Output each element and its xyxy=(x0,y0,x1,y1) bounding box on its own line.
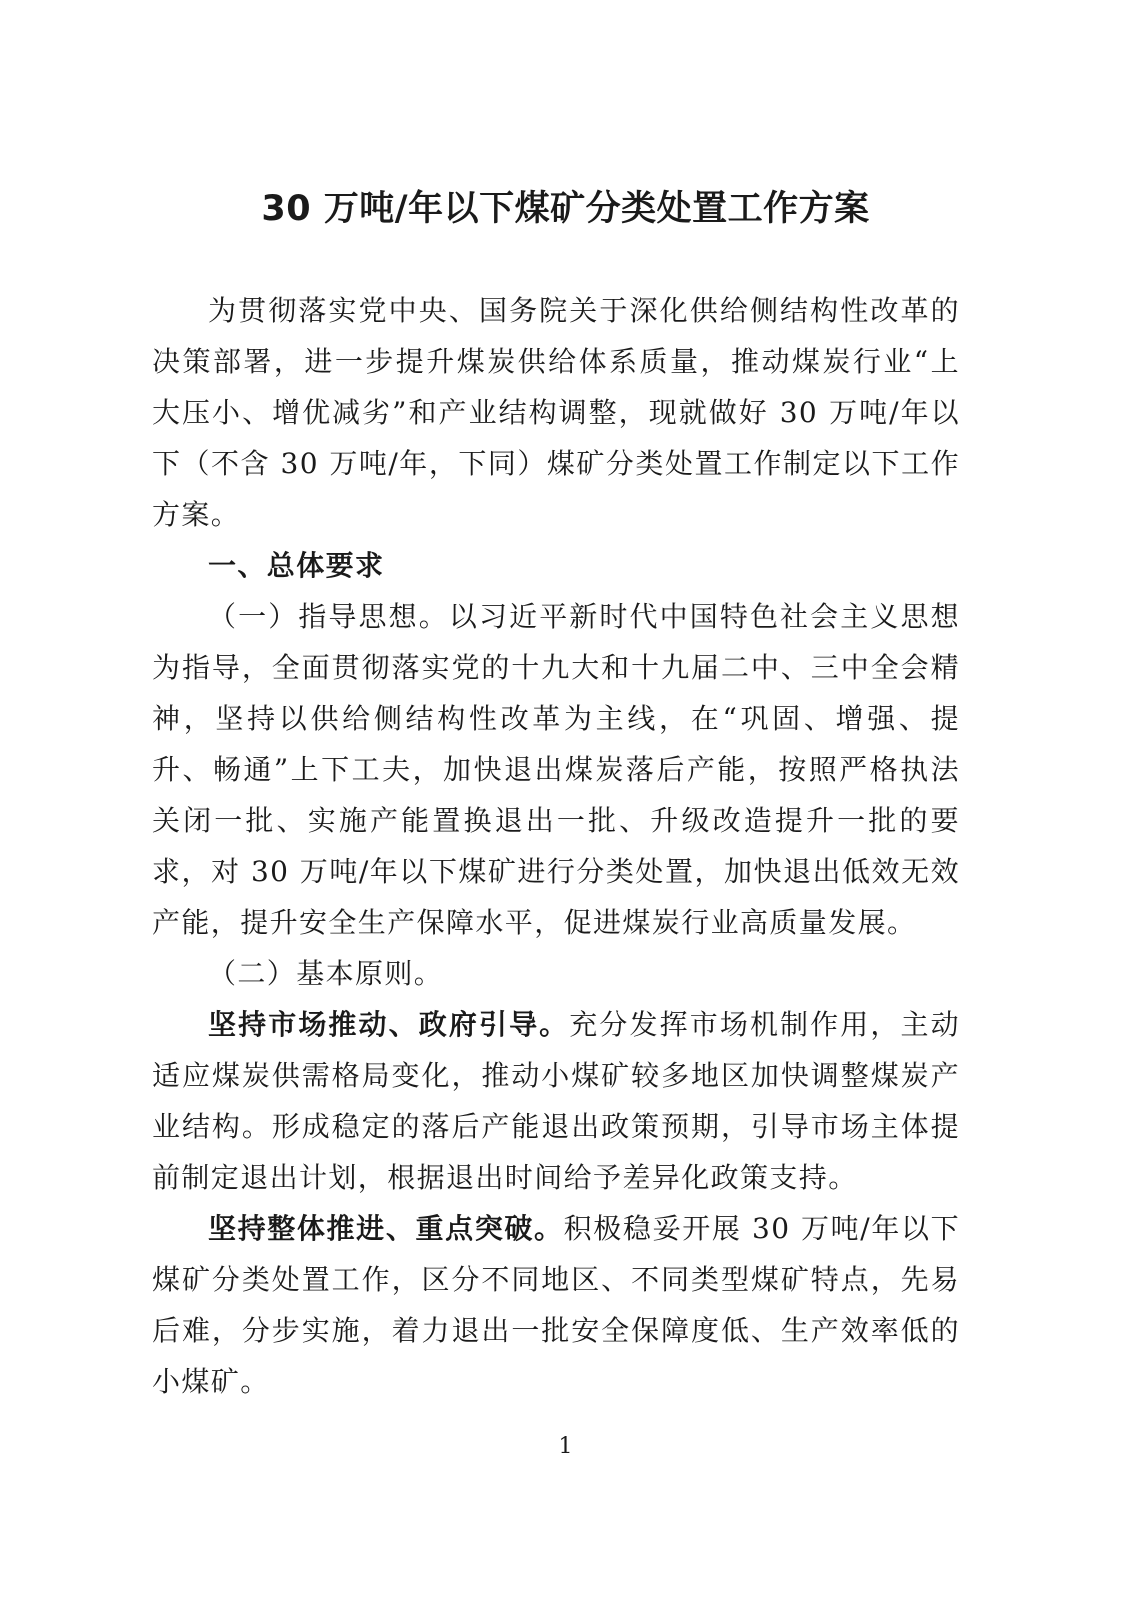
principle-overall-paragraph xyxy=(152,1203,960,1407)
principle-market-lead: 坚持市场推动、政府引导。 xyxy=(208,1008,570,1041)
guiding-ideology-text: 以习近平新时代中国特色社会主义思想为指导，全面贯彻落实党的十九大和十九届二中、三中全会精神，坚持以供给侧结构性改革为主线，在“巩固、增强、提升、畅通”上下工夫，加快退出煤炭落后产能，按照严格执法关闭一批、实施产能置换退出一批、升级改造提升一批的要求，对 30 万吨/年以下煤矿进行分类处置，加快退出低效无效产能，提升安全生产保障水平，促进煤炭行业高质量发展。 xyxy=(152,600,960,939)
section-heading-general-requirements: 一、总体要求 xyxy=(208,549,385,582)
page-number: 1 xyxy=(558,1434,573,1459)
document-title: 30 万吨/年以下煤矿分类处置工作方案 xyxy=(261,189,870,229)
principle-overall-lead: 坚持整体推进、重点突破。 xyxy=(208,1212,564,1245)
guiding-ideology-paragraph xyxy=(152,591,960,948)
intro-paragraph: 为贯彻落实党中央、国务院关于深化供给侧结构性改革的决策部署，进一步提升煤炭供给体系质量，推动煤炭行业“上大压小、增优减劣”和产业结构调整，现就做好 30 万吨/年以下（不含 30 万吨/年，下同）煤矿分类处置工作制定以下工作方案。 xyxy=(152,294,960,531)
principle-market-paragraph xyxy=(152,999,960,1203)
basic-principles-heading: （二）基本原则。 xyxy=(208,957,444,990)
guiding-ideology-lead: （一）指导思想。 xyxy=(208,600,449,633)
document-body xyxy=(152,285,960,1407)
principle-overall-text: 积极稳妥开展 30 万吨/年以下煤矿分类处置工作，区分不同地区、不同类型煤矿特点，先易后难，分步实施，着力退出一批安全保障度低、生产效率低的小煤矿。 xyxy=(152,1212,961,1398)
principle-market-text: 充分发挥市场机制作用，主动适应煤炭供需格局变化，推动小煤矿较多地区加快调整煤炭产业结构。形成稳定的落后产能退出政策预期，引导市场主体提前制定退出计划，根据退出时间给予差异化政策支持。 xyxy=(152,1008,960,1194)
